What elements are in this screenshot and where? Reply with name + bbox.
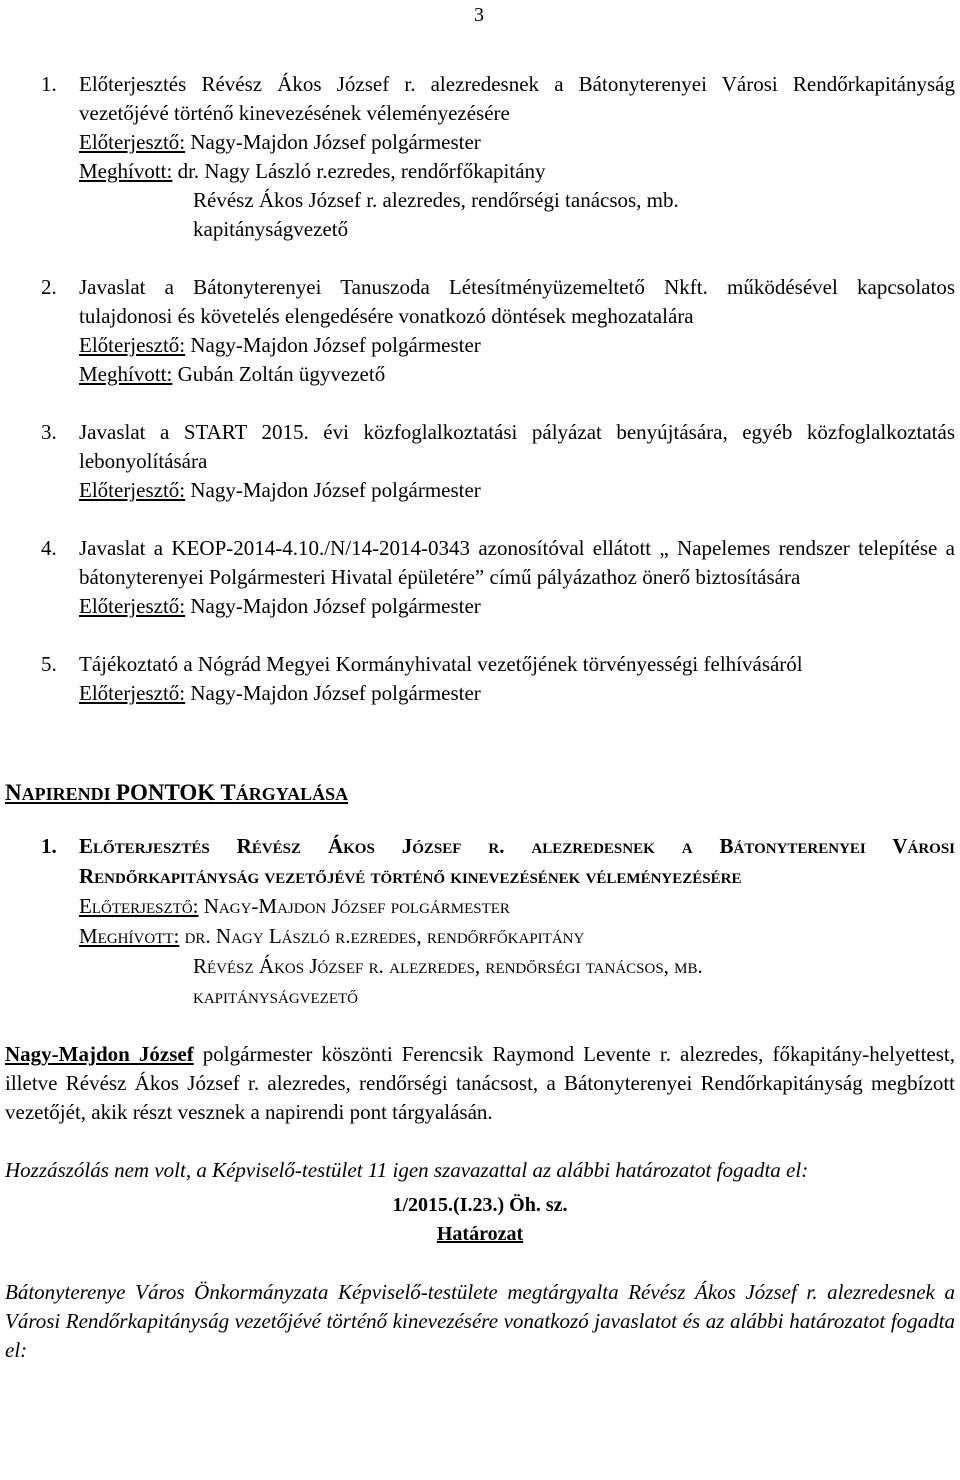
agenda-item-number: 3.: [41, 420, 57, 444]
presenter-label: Előterjesztő:: [79, 478, 186, 502]
presenter-label: Előterjesztő:: [79, 594, 186, 618]
agenda-presenter-line: [79, 128, 955, 157]
agenda-presenter-line: [79, 592, 955, 621]
invited-label: Meghívott:: [79, 362, 173, 386]
vote-statement: Hozzászólás nem volt, a Képviselő-testület 11 igen szavazattal az alábbi határozatot fogadta el:: [5, 1158, 809, 1182]
presenter-label: Előterjesztő:: [79, 130, 186, 154]
resolution-header: [5, 1191, 955, 1249]
discussion-presenter-line: [79, 891, 955, 921]
discussion-item-title: Előterjesztés Révész Ákos József r. alezredesnek a Bátonyterenyei Városi Rendőrkapitányság vezetőjévé történő kinevezésének véleményezésére: [79, 834, 955, 888]
heading-initial: T: [220, 780, 236, 805]
resolution-text: Bátonyterenye Város Önkormányzata Képviselő-testülete megtárgyalta Révész Ákos József r. alezredesnek a Városi Rendőrkapitányság vezetőjévé történő kinevezésére vonatkozó javaslatot és az alábbi határozatot fogadta el:: [5, 1280, 955, 1362]
agenda-item-number: 4.: [41, 536, 57, 560]
invited-label: Meghívott:: [79, 924, 180, 948]
agenda-item-4: [5, 534, 955, 621]
heading-initial: N: [5, 780, 22, 805]
agenda-invited-line: [79, 157, 955, 186]
agenda-item-title: Javaslat a Bátonyterenyei Tanuszoda Létesítményüzemeltető Nkft. működésével kapcsolatos tulajdonosi és követelés elengedésére vonatkozó döntések meghozatalára: [79, 275, 955, 328]
section-heading: [5, 778, 955, 809]
presenter-label: Előterjesztő:: [79, 894, 199, 918]
resolution-id: 1/2015.(I.23.) Öh. sz.: [392, 1194, 568, 1216]
discussion-item-1: [5, 831, 955, 1011]
discussion-invited-line: [79, 921, 955, 951]
document-body: [5, 70, 955, 1365]
agenda-item-3: [5, 418, 955, 505]
presenter-name: Nagy-Majdon József polgármester: [190, 130, 481, 154]
speaker-name: Nagy-Majdon József: [5, 1042, 194, 1066]
agenda-item-title: Előterjesztés Révész Ákos József r. alezredesnek a Bátonyterenyei Városi Rendőrkapitányság vezetőjévé történő kinevezésének véleményezésére: [79, 72, 955, 125]
agenda-item-2: [5, 273, 955, 389]
presenter-name: Nagy-Majdon József polgármester: [190, 594, 481, 618]
agenda-presenter-line: [79, 476, 955, 505]
agenda-item-number: 5.: [41, 652, 57, 676]
invited-name: Révész Ákos József r. alezredes, rendőrségi tanácsos, mb.: [193, 188, 679, 212]
heading-word: PONTOK: [115, 780, 216, 805]
agenda-presenter-line: [79, 679, 955, 708]
invited-label: Meghívott:: [79, 159, 173, 183]
agenda-item-title: Javaslat a KEOP-2014-4.10./N/14-2014-0343 azonosítóval ellátott „ Napelemes rendszer telepítése a bátonyterenyei Polgármesteri Hivatal épületére” című pályázathoz önerő biztosítására: [79, 536, 955, 589]
presenter-name: Nagy-Majdon József polgármester: [190, 333, 481, 357]
page-number: 3: [474, 4, 484, 26]
agenda-item-title: Javaslat a START 2015. évi közfoglalkoztatási pályázat benyújtására, egyéb közfoglalkoztatás lebonyolítására: [79, 420, 955, 473]
agenda-item-number: 1.: [41, 72, 57, 96]
agenda-item-5: [5, 650, 955, 708]
presenter-name: Nagy-Majdon József polgármester: [190, 681, 481, 705]
invited-name: kapitányságvezető: [193, 217, 349, 241]
body-paragraph: [5, 1040, 955, 1127]
invited-name: dr. Nagy László r.ezredes, rendőrfőkapitány: [177, 159, 546, 183]
invited-name: kapitányságvezető: [193, 984, 358, 1008]
invited-name: Révész Ákos József r. alezredes, rendőrségi tanácsos, mb.: [193, 954, 703, 978]
agenda-item-number: 2.: [41, 275, 57, 299]
paragraph-text: polgármester köszönti Ferencsik Raymond Levente r. alezredes, főkapitány-helyettest, illetve Révész Ákos József r. alezredes, rendőrségi tanácsost, a Bátonyterenyei Rendőrkapitányság megbízott vezetőjét, akik részt vesznek a napirendi pont tárgyalásán.: [5, 1042, 955, 1124]
discussion-item-number: 1.: [41, 834, 57, 858]
heading-rest: APIRENDI: [21, 784, 111, 804]
presenter-label: Előterjesztő:: [79, 333, 186, 357]
agenda-item-1: [5, 70, 955, 244]
agenda-item-title: Tájékoztató a Nógrád Megyei Kormányhivatal vezetőjének törvényességi felhívásáról: [79, 652, 803, 676]
presenter-label: Előterjesztő:: [79, 681, 186, 705]
invited-name: Gubán Zoltán ügyvezető: [177, 362, 386, 386]
agenda-presenter-line: [79, 331, 955, 360]
presenter-name: Nagy-Majdon József polgármester: [190, 478, 481, 502]
agenda-invited-line: [79, 360, 955, 389]
heading-rest: ÁRGYALÁSA: [235, 784, 349, 804]
invited-name: dr. Nagy László r.ezredes, rendőrfőkapitány: [184, 924, 585, 948]
presenter-name: Nagy-Majdon József polgármester: [203, 894, 510, 918]
resolution-label: Határozat: [436, 1223, 524, 1245]
